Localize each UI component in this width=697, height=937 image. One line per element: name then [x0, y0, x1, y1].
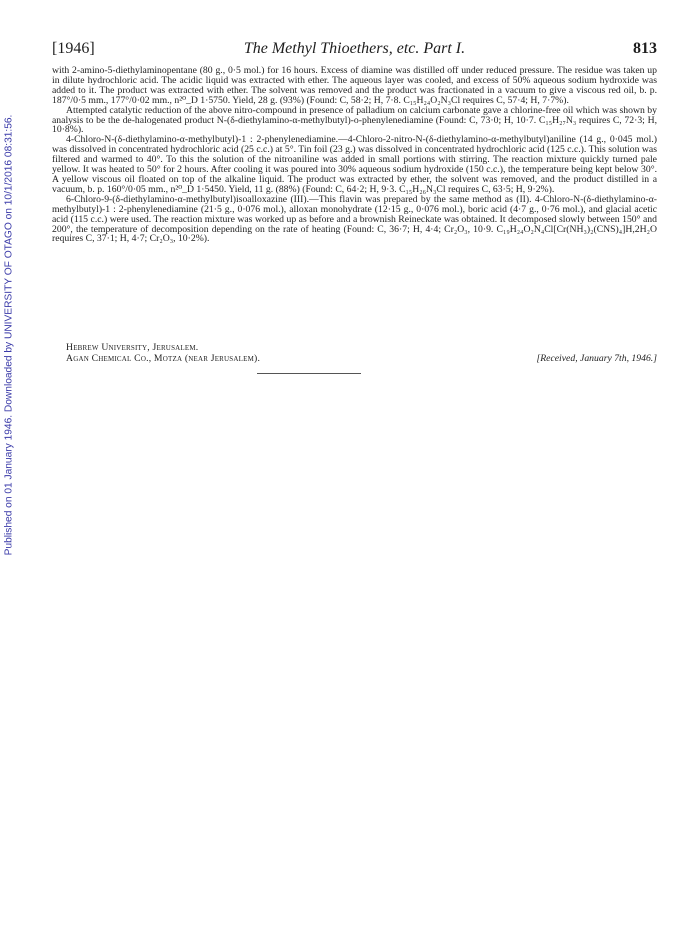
download-watermark-text: Published on 01 January 1946. Downloaded by UNIVERSITY OF OTAGO on 10/1/2016 08:31:56. — [3, 114, 15, 556]
header-page-number: 813 — [633, 40, 657, 57]
header-year: [1946] — [52, 40, 95, 57]
signature-block — [52, 342, 657, 364]
paragraph-continuation: with 2-amino-5-diethylaminopentane (80 g., 0·5 mol.) for 16 hours. Excess of diamine was distilled off under reduced pressure. The residue was taken up in dilute hydrochloric acid. The acidic liquid was extracted with ether. The aqueous layer was cooled, and excess of 50% aqueous sodium hydroxide was added to it. The product was extracted with ether. The solvent was removed and the product was fractionated in a vacuum to give a viscous red oil, b. p. 187°/0·5 mm., 177°/0·02 mm., n²⁰_D 1·5750. Yield, 28 g. (93%) (Found: C, 58·2; H, 7·8. C₁₅H₂₄O₂N₃Cl requires C, 57·4; H, 7·7%). — [52, 65, 657, 106]
article-body — [52, 66, 657, 244]
end-rule — [257, 373, 361, 374]
paragraph-phenylenediamine: 4-Chloro-N-(δ-diethylamino-α-methylbutyl)-1 : 2-phenylenediamine.—4-Chloro-2-nitro-N-(δ-diethylamino-α-methylbutyl)aniline (14 g., 0·045 mol.) was dissolved in concentrated hydrochloric acid (25 c.c.) at 5°. Tin foil (23 g.) was dissolved in concentrated hydrochloric acid (125 c.c.). This solution was filtered and warmed to 40°. To this the solution of the nitroaniline was added in small portions with stirring. The reaction mixture quickly turned pale yellow. It was heated to 50° for 2 hours. After cooling it was poured into 30% aqueous sodium hydroxide (150 c.c.), the temperature being kept below 30°. A yellow viscous oil floated on top of the alkaline liquid. The product was extracted by ether, the solvent was removed, and the product distilled in a vacuum, b. p. 160°/0·05 mm., n²⁰_D 1·5450. Yield, 11 g. (88%) (Found: C, 64·2; H, 9·3. C₁₅H₂₆N₃Cl requires C, 63·5; H, 9·2%). — [52, 134, 657, 195]
paragraph-isoalloxazine: 6-Chloro-9-(δ-diethylamino-α-methylbutyl)isoalloxazine (III).—This flavin was prepared by the same method as (II). 4-Chloro-N-(δ-diethylamino-α-methylbutyl)-1 : 2-phenylenediamine (21·5 g., 0·076 mol.), alloxan monohydrate (12·15 g., 0·076 mol.), boric acid (4·7 g., 0·76 mol.), and glacial acetic acid (115 c.c.) were used. The reaction mixture was worked up as before and a brownish Reineckate was obtained. It decomposed slowly between 150° and 200°, the temperature of decomposition depending on the rate of heating (Found: C, 36·7; H, 4·4; Cr₂O₃, 10·9. C₁₉H₂₄O₂N₄Cl[Cr(NH₃)₂(CNS)₄]H,2H₂O requires C, 37·1; H, 4·7; Cr₂O₃, 10·2%). — [52, 193, 657, 245]
paragraph-reduction: Attempted catalytic reduction of the above nitro-compound in presence of palladium on calcium carbonate gave a chlorine-free oil which was shown by analysis to be the de-halogenated product N-(δ-diethylamino-α-methylbutyl)-o-phenylenediamine (Found: C, 73·0; H, 10·7. C₁₅H₂₇N₃ requires C, 72·3; H, 10·8%). — [52, 104, 657, 136]
affiliation-agan-chemical: Agan Chemical Co., Motza (near Jerusalem). — [66, 353, 261, 364]
download-watermark — [2, 100, 16, 570]
running-header — [52, 40, 657, 62]
affiliation-hebrew-university: Hebrew University, Jerusalem. — [66, 342, 199, 353]
received-date: [Received, January 7th, 1946.] — [536, 353, 657, 364]
header-title: The Methyl Thioethers, etc. Part I. — [243, 40, 466, 57]
